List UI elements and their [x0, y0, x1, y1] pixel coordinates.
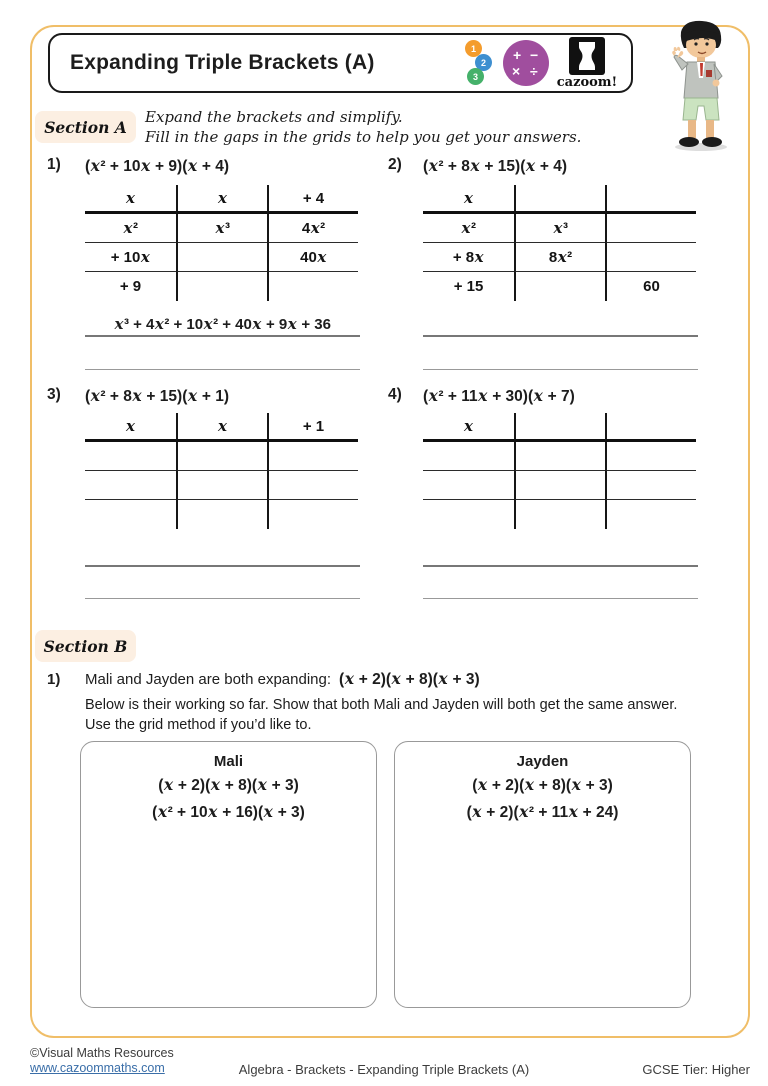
grid-cell: [605, 413, 696, 442]
problem-1-answer-line: [85, 315, 360, 337]
problem-1-expression: (x² + 10x + 9)(x + 4): [85, 156, 230, 175]
grid-cell: [176, 442, 267, 471]
section-b-detail: [85, 696, 725, 735]
grid-cell: x: [85, 413, 176, 442]
math-operations-icon: [503, 40, 549, 86]
grid-cell: [514, 471, 605, 500]
grid-cell: x: [176, 413, 267, 442]
grid-cell: [85, 500, 176, 529]
problem-3-header: [47, 386, 229, 406]
grid-cell: [423, 442, 514, 471]
minus-icon: −: [530, 47, 539, 63]
problem-4-number: 4): [388, 386, 402, 403]
problem-2-answer-line: [423, 315, 698, 337]
grid-cell: [514, 272, 605, 301]
grid-cell: 8 x ²: [514, 243, 605, 272]
grid-cell: x: [85, 185, 176, 214]
title-box: [48, 33, 633, 93]
website-link[interactable]: www.cazoommaths.com: [30, 1061, 165, 1075]
grid-cell: 40 x: [267, 243, 358, 272]
logo-circle-1: 1: [465, 40, 482, 57]
page-title: Expanding Triple Brackets (A): [70, 51, 375, 74]
grid-cell: x: [423, 185, 514, 214]
grid-cell: x ³: [514, 214, 605, 243]
instruction-line-1: Expand the brackets and simplify.: [145, 108, 403, 126]
grid-cell: [267, 272, 358, 301]
problem-1-answer: x³ + 4x² + 10x² + 40x + 9x + 36: [114, 315, 331, 333]
grid-cell: [176, 243, 267, 272]
problem-3-answer-line: [85, 545, 360, 567]
section-b-question-expression: (x + 2)(x + 8)(x + 3): [339, 669, 480, 688]
grid-cell: [514, 442, 605, 471]
instruction-line-2: Fill in the gaps in the grids to help you get your answers.: [145, 127, 582, 146]
grid-cell: [514, 413, 605, 442]
grid-cell: [423, 500, 514, 529]
grid-cell: [176, 272, 267, 301]
cazoom-goblet-icon: [569, 37, 605, 75]
section-b-question: [47, 669, 480, 689]
problem-3-number: 3): [47, 386, 61, 403]
grid-cell: 4 x ²: [267, 214, 358, 243]
logo-circle-2: 2: [475, 54, 492, 71]
times-icon: ×: [512, 63, 521, 79]
section-b-question-number: 1): [47, 671, 61, 688]
grid-cell: [514, 500, 605, 529]
problem-2-number: 2): [388, 156, 402, 173]
grid-cell: + 9: [119, 278, 142, 295]
grid-cell: [605, 185, 696, 214]
grid-cell: [267, 471, 358, 500]
grid-cell: [605, 500, 696, 529]
grid-cell: x ²: [85, 214, 176, 243]
grid-cell: [85, 471, 176, 500]
grid-cell: [85, 442, 176, 471]
footer-tier-label: GCSE Tier: Higher: [642, 1062, 750, 1077]
problem-2-expression: (x² + 8x + 15)(x + 4): [423, 156, 568, 175]
mali-name: Mali: [213, 753, 244, 770]
jayden-working-box: [394, 741, 691, 1008]
student-character-illustration: [654, 18, 750, 154]
section-b-question-text: Mali and Jayden are both expanding:: [85, 671, 332, 688]
grid-cell: + 15: [453, 278, 484, 295]
jayden-working-line-1: (x + 2)(x + 8)(x + 3): [472, 775, 613, 794]
section-a-instructions: [145, 108, 581, 147]
multiplication-grid-3: [85, 413, 358, 529]
multiplication-grid-2: [423, 185, 696, 301]
grid-cell: [605, 471, 696, 500]
problem-4-answer-line-2: [423, 582, 698, 599]
cazoom-brand-mark: [555, 37, 619, 90]
copyright-text: ©Visual Maths Resources: [30, 1046, 174, 1060]
grid-cell: + 1: [267, 413, 358, 442]
grid-cell: x: [423, 413, 514, 442]
mali-working-box: [80, 741, 377, 1008]
jayden-name: Jayden: [516, 753, 569, 770]
section-b-label: Section B: [35, 630, 136, 662]
grid-cell: [605, 243, 696, 272]
grid-cell: 60: [605, 272, 696, 301]
grid-cell: [514, 185, 605, 214]
section-b-detail-line-1: Below is their working so far. Show that both Mali and Jayden will both get the same answer.: [85, 697, 678, 713]
multiplication-grid-1: [85, 185, 358, 301]
mali-working-line-1: (x + 2)(x + 8)(x + 3): [158, 775, 299, 794]
grid-cell: x ³: [176, 214, 267, 243]
problem-4-answer-line: [423, 545, 698, 567]
grid-cell: + 4: [267, 185, 358, 214]
logo-number-circles: [463, 39, 497, 87]
problem-4-expression: (x² + 11x + 30)(x + 7): [423, 386, 575, 405]
grid-cell: x: [176, 185, 267, 214]
grid-cell: [176, 471, 267, 500]
divide-icon: ÷: [530, 63, 538, 79]
grid-cell: + 10 x: [85, 243, 176, 272]
plus-icon: +: [513, 47, 522, 63]
grid-cell: [176, 500, 267, 529]
grid-cell: [605, 442, 696, 471]
problem-3-answer-line-2: [85, 582, 360, 599]
grid-cell: [267, 500, 358, 529]
grid-cell: [605, 214, 696, 243]
grid-cell: [423, 471, 514, 500]
grid-cell: + 8 x: [423, 243, 514, 272]
jayden-working-line-2: (x + 2)(x² + 11x + 24): [466, 802, 619, 821]
problem-1-header: [47, 156, 229, 176]
logo-circle-3: 3: [467, 68, 484, 85]
problem-1-answer-line-2: [85, 353, 360, 370]
cazoom-logo: [463, 37, 619, 90]
mali-working-line-2: (x² + 10x + 16)(x + 3): [152, 802, 305, 821]
section-a-label: Section A: [35, 111, 136, 143]
problem-2-answer-line-2: [423, 353, 698, 370]
problem-1-number: 1): [47, 156, 61, 173]
grid-cell: x ²: [423, 214, 514, 243]
problem-3-expression: (x² + 8x + 15)(x + 1): [85, 386, 230, 405]
problem-2-header: [388, 156, 567, 176]
cazoom-wordmark: cazoom!: [556, 74, 618, 90]
grid-cell: [267, 442, 358, 471]
multiplication-grid-4: [423, 413, 696, 529]
section-b-detail-line-2: Use the grid method if you’d like to.: [85, 716, 312, 733]
problem-4-header: [388, 386, 575, 406]
footer-breadcrumb: Algebra - Brackets - Expanding Triple Brackets (A): [238, 1062, 530, 1077]
